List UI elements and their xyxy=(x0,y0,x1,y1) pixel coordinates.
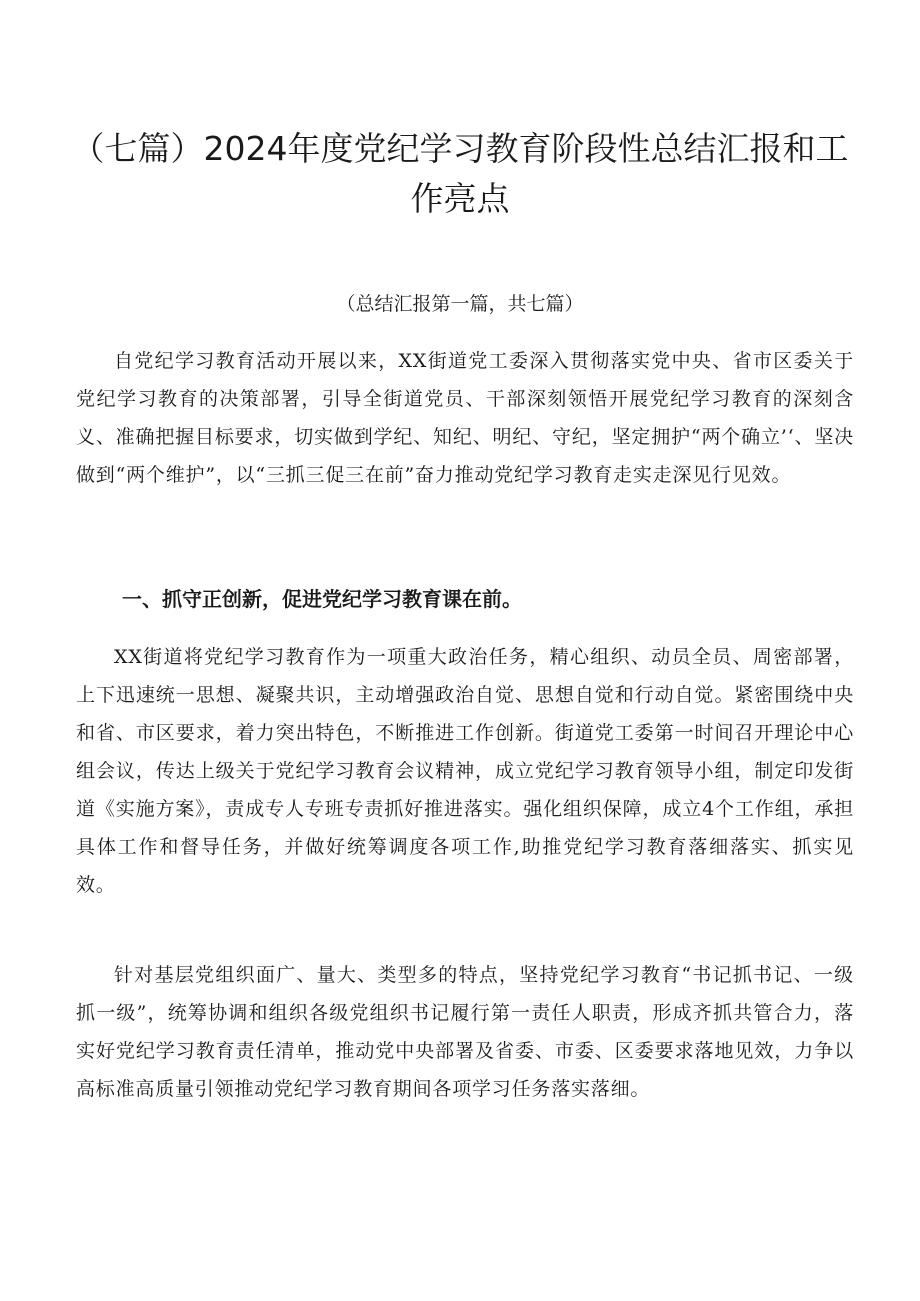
body-paragraph: 针对基层党组织面广、量大、类型多的特点，坚持党纪学习教育“书记抓书记、一级抓一级”，统筹协调和组织各级党组织书记履行第一责任人职责，形成齐抓共管合力，落实好党纪学习教育责任清单，推动党中央部署及省委、市委、区委要求落地见效，力争以高标准高质量引领推动党纪学习教育期间各项学习任务落实落细。 xyxy=(76,964,854,1100)
intro-paragraph: 自党纪学习教育活动开展以来，XX街道党工委深入贯彻落实党中央、省市区委关于党纪学习教育的决策部署，引导全街道党员、干部深刻领悟开展党纪学习教育的深刻含义、准确把握目标要求，切实做到学纪、知纪、明纪、守纪，坚定拥护“两个确立’‘、坚决做到“两个维护”，以“三抓三促三在前”奋力推动党纪学习教育走实走深见行见效。 xyxy=(76,350,854,486)
section-heading: 一、抓守正创新，促进党纪学习教育课在前。 xyxy=(122,587,522,611)
document-subtitle: （总结汇报第一篇，共七篇） xyxy=(336,293,584,315)
body-paragraph: XX街道将党纪学习教育作为一项重大政治任务，精心组织、动员全员、周密部署，上下迅速统一思想、凝聚共识，主动增强政治自觉、思想自觉和行动自觉。紧密围绕中央和省、市区要求，着力突出特色，不断推进工作创新。街道党工委第一时间召开理论中心组会议，传达上级关于党纪学习教育会议精神，成立党纪学习教育领导小组，制定印发街道《实施方案》，责成专人专班专责抓好推进落实。强化组织保障，成立4个工作组，承担具体工作和督导任务，并做好统筹调度各项工作,助推党纪学习教育落细落实、抓实见效。 xyxy=(76,646,854,896)
document-title: （七篇）2024年度党纪学习教育阶段性总结汇报和工作亮点 xyxy=(71,129,849,218)
